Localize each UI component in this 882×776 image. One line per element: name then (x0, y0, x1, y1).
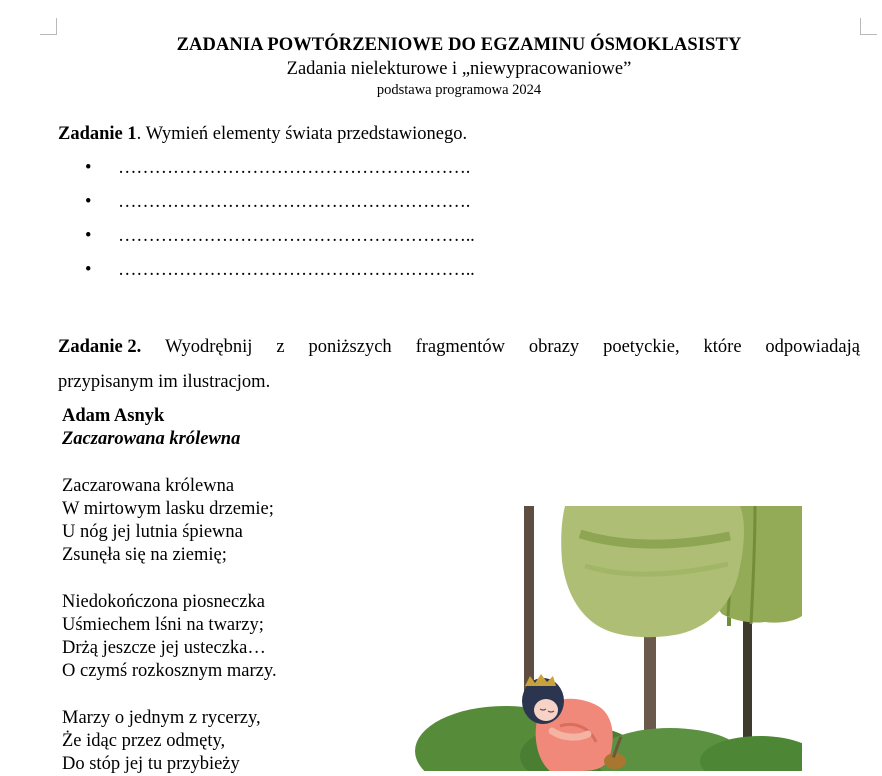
poem-author: Adam Asnyk (62, 406, 165, 426)
poem-line: Że idąc przez odmęty, (62, 730, 226, 751)
bullet-icon: • (85, 192, 92, 212)
task-2-word: z (276, 337, 285, 357)
poem-line: Zsunęła się na ziemię; (62, 545, 227, 566)
poem-line: Do stóp jej tu przybieży (62, 754, 240, 774)
answer-blank-line[interactable]: …………………………………………………. (118, 192, 471, 212)
task-2-word: fragmentów (415, 337, 505, 357)
task-2-instruction (58, 330, 860, 400)
page-corner-mark-top-left (40, 18, 57, 35)
curriculum-basis: podstawa programowa 2024 (376, 82, 542, 98)
task-2-line-2: przypisanym im ilustracjom. (58, 372, 271, 392)
poem-line: Zaczarowana królewna (62, 475, 235, 496)
forest-scene-image (410, 506, 802, 771)
task-2-line-1 (58, 330, 860, 365)
document-subtitle: Zadania nielekturowe i „niewypracowaniowe” (286, 59, 632, 79)
poem-line: Drżą jeszcze jej usteczka… (62, 638, 266, 658)
task-2-word: poniższych (308, 337, 392, 357)
poem-line: W mirtowym lasku drzemie; (62, 498, 274, 519)
task-1-text: . Wymień elementy świata przedstawionego. (136, 124, 468, 144)
poem-line: Niedokończona piosneczka (62, 591, 265, 612)
poem-line: Uśmiechem lśni na twarzy; (62, 614, 264, 635)
poem-excerpt (62, 405, 277, 776)
task-2-label: Zadanie 2. (58, 337, 142, 357)
poem-line: Marzy o jednym z rycerzy, (62, 707, 261, 728)
poem-line: U nóg jej lutnia śpiewna (62, 522, 243, 542)
bullet-icon: • (85, 226, 92, 246)
task-2-word: odpowiadają (765, 337, 860, 357)
answer-blank-line[interactable]: ………………………………………………….. (118, 226, 475, 246)
task-1-instruction (58, 124, 467, 145)
poem-line: O czymś rozkosznym marzy. (62, 661, 277, 682)
princess-face (534, 699, 558, 721)
task-2-word: Wyodrębnij (165, 337, 253, 357)
task-2-word: obrazy (528, 337, 580, 357)
bullet-icon: • (85, 260, 92, 280)
task-1-label: Zadanie 1 (58, 124, 137, 144)
task-2-word: poetyckie, (603, 337, 680, 357)
task-2-word: które (703, 337, 742, 357)
sleeping-princess-illustration (410, 506, 802, 771)
answer-blank-line[interactable]: ………………………………………………….. (118, 260, 475, 280)
bullet-icon: • (85, 158, 92, 178)
poem-title: Zaczarowana królewna (62, 429, 241, 450)
tree-canopy (561, 506, 744, 637)
answer-blank-line[interactable]: …………………………………………………. (118, 158, 471, 178)
page-corner-mark-top-right (860, 18, 877, 35)
document-title: ZADANIA POWTÓRZENIOWE DO EGZAMINU ÓSMOKLASISTY (176, 35, 742, 55)
